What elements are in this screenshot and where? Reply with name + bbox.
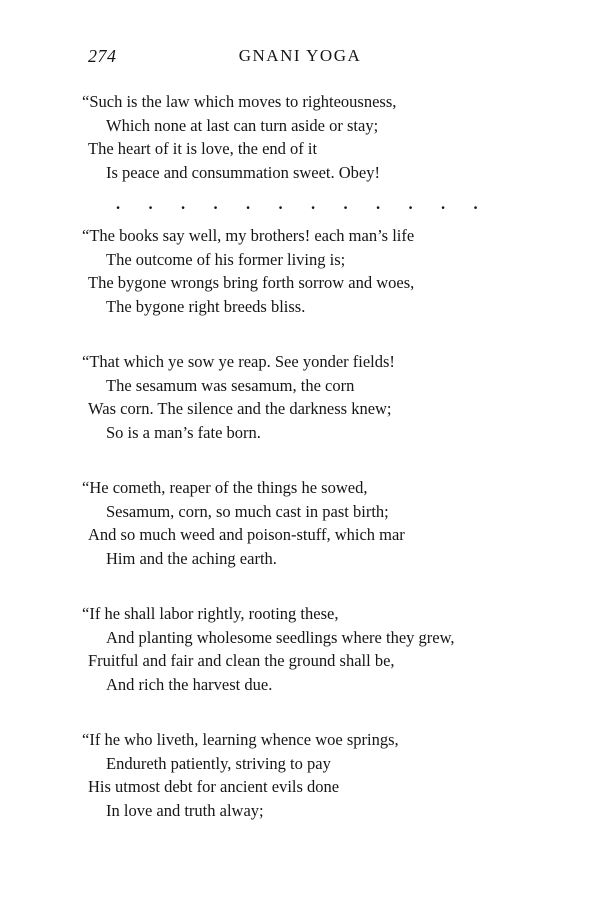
poem-line: And rich the harvest due. [106, 674, 273, 694]
omission-dot: . [246, 194, 251, 213]
poem-line: His utmost debt for ancient evils done [88, 777, 340, 796]
omission-dot: . [116, 194, 121, 213]
omission-dot: . [278, 194, 283, 213]
omission-dots [88, 194, 528, 214]
poem-line: Was corn. The silence and the darkness knew; [88, 399, 392, 418]
running-title: GNANI YOGA [238, 46, 362, 65]
poem-line: “The books say well, my brothers! each man’s life [82, 226, 415, 245]
poem-line: And so much weed and poison-stuff, which mar [88, 525, 405, 544]
page-header [0, 46, 600, 70]
omission-dot: . [213, 194, 218, 213]
stanza [82, 476, 528, 570]
page-number: 274 [88, 46, 117, 66]
omission-dot: . [181, 194, 186, 213]
poem-line: Which none at last can turn aside or stay; [106, 115, 379, 135]
omission-dot: . [376, 194, 381, 213]
poem-line: Is peace and consummation sweet. Obey! [106, 162, 380, 182]
stanza [82, 224, 528, 318]
poem-line: In love and truth alway; [106, 800, 264, 820]
poem-line: Him and the aching earth. [106, 548, 277, 568]
stanza [82, 602, 528, 696]
omission-dot: . [343, 194, 348, 213]
omission-dot: . [473, 194, 478, 213]
poem-line: “If he shall labor rightly, rooting these, [82, 604, 339, 623]
stanza [82, 350, 528, 444]
poem-line: Fruitful and fair and clean the ground shall be, [88, 651, 395, 670]
poem-line: The heart of it is love, the end of it [88, 139, 318, 158]
poem-line: Endureth patiently, striving to pay [106, 753, 331, 773]
poem-line: The sesamum was sesamum, the corn [106, 375, 355, 395]
poem-line: So is a man’s fate born. [106, 422, 261, 442]
poem-line: The outcome of his former living is; [106, 249, 346, 269]
poem-line: The bygone right breeds bliss. [106, 296, 306, 316]
poem-body [82, 90, 528, 854]
omission-dot: . [441, 194, 446, 213]
poem-line: The bygone wrongs bring forth sorrow and woes, [88, 273, 415, 292]
poem-line: And planting wholesome seedlings where they grew, [106, 627, 455, 647]
stanza [82, 728, 528, 822]
poem-line: “He cometh, reaper of the things he sowed, [82, 478, 368, 497]
stanza [82, 90, 528, 184]
poem-line: “If he who liveth, learning whence woe springs, [82, 730, 399, 749]
omission-dot: . [311, 194, 316, 213]
poem-line: Sesamum, corn, so much cast in past birth; [106, 501, 389, 521]
poem-line: “That which ye sow ye reap. See yonder fields! [82, 352, 395, 371]
poem-line: “Such is the law which moves to righteousness, [82, 92, 397, 111]
omission-dot: . [148, 194, 153, 213]
omission-dot: . [408, 194, 413, 213]
